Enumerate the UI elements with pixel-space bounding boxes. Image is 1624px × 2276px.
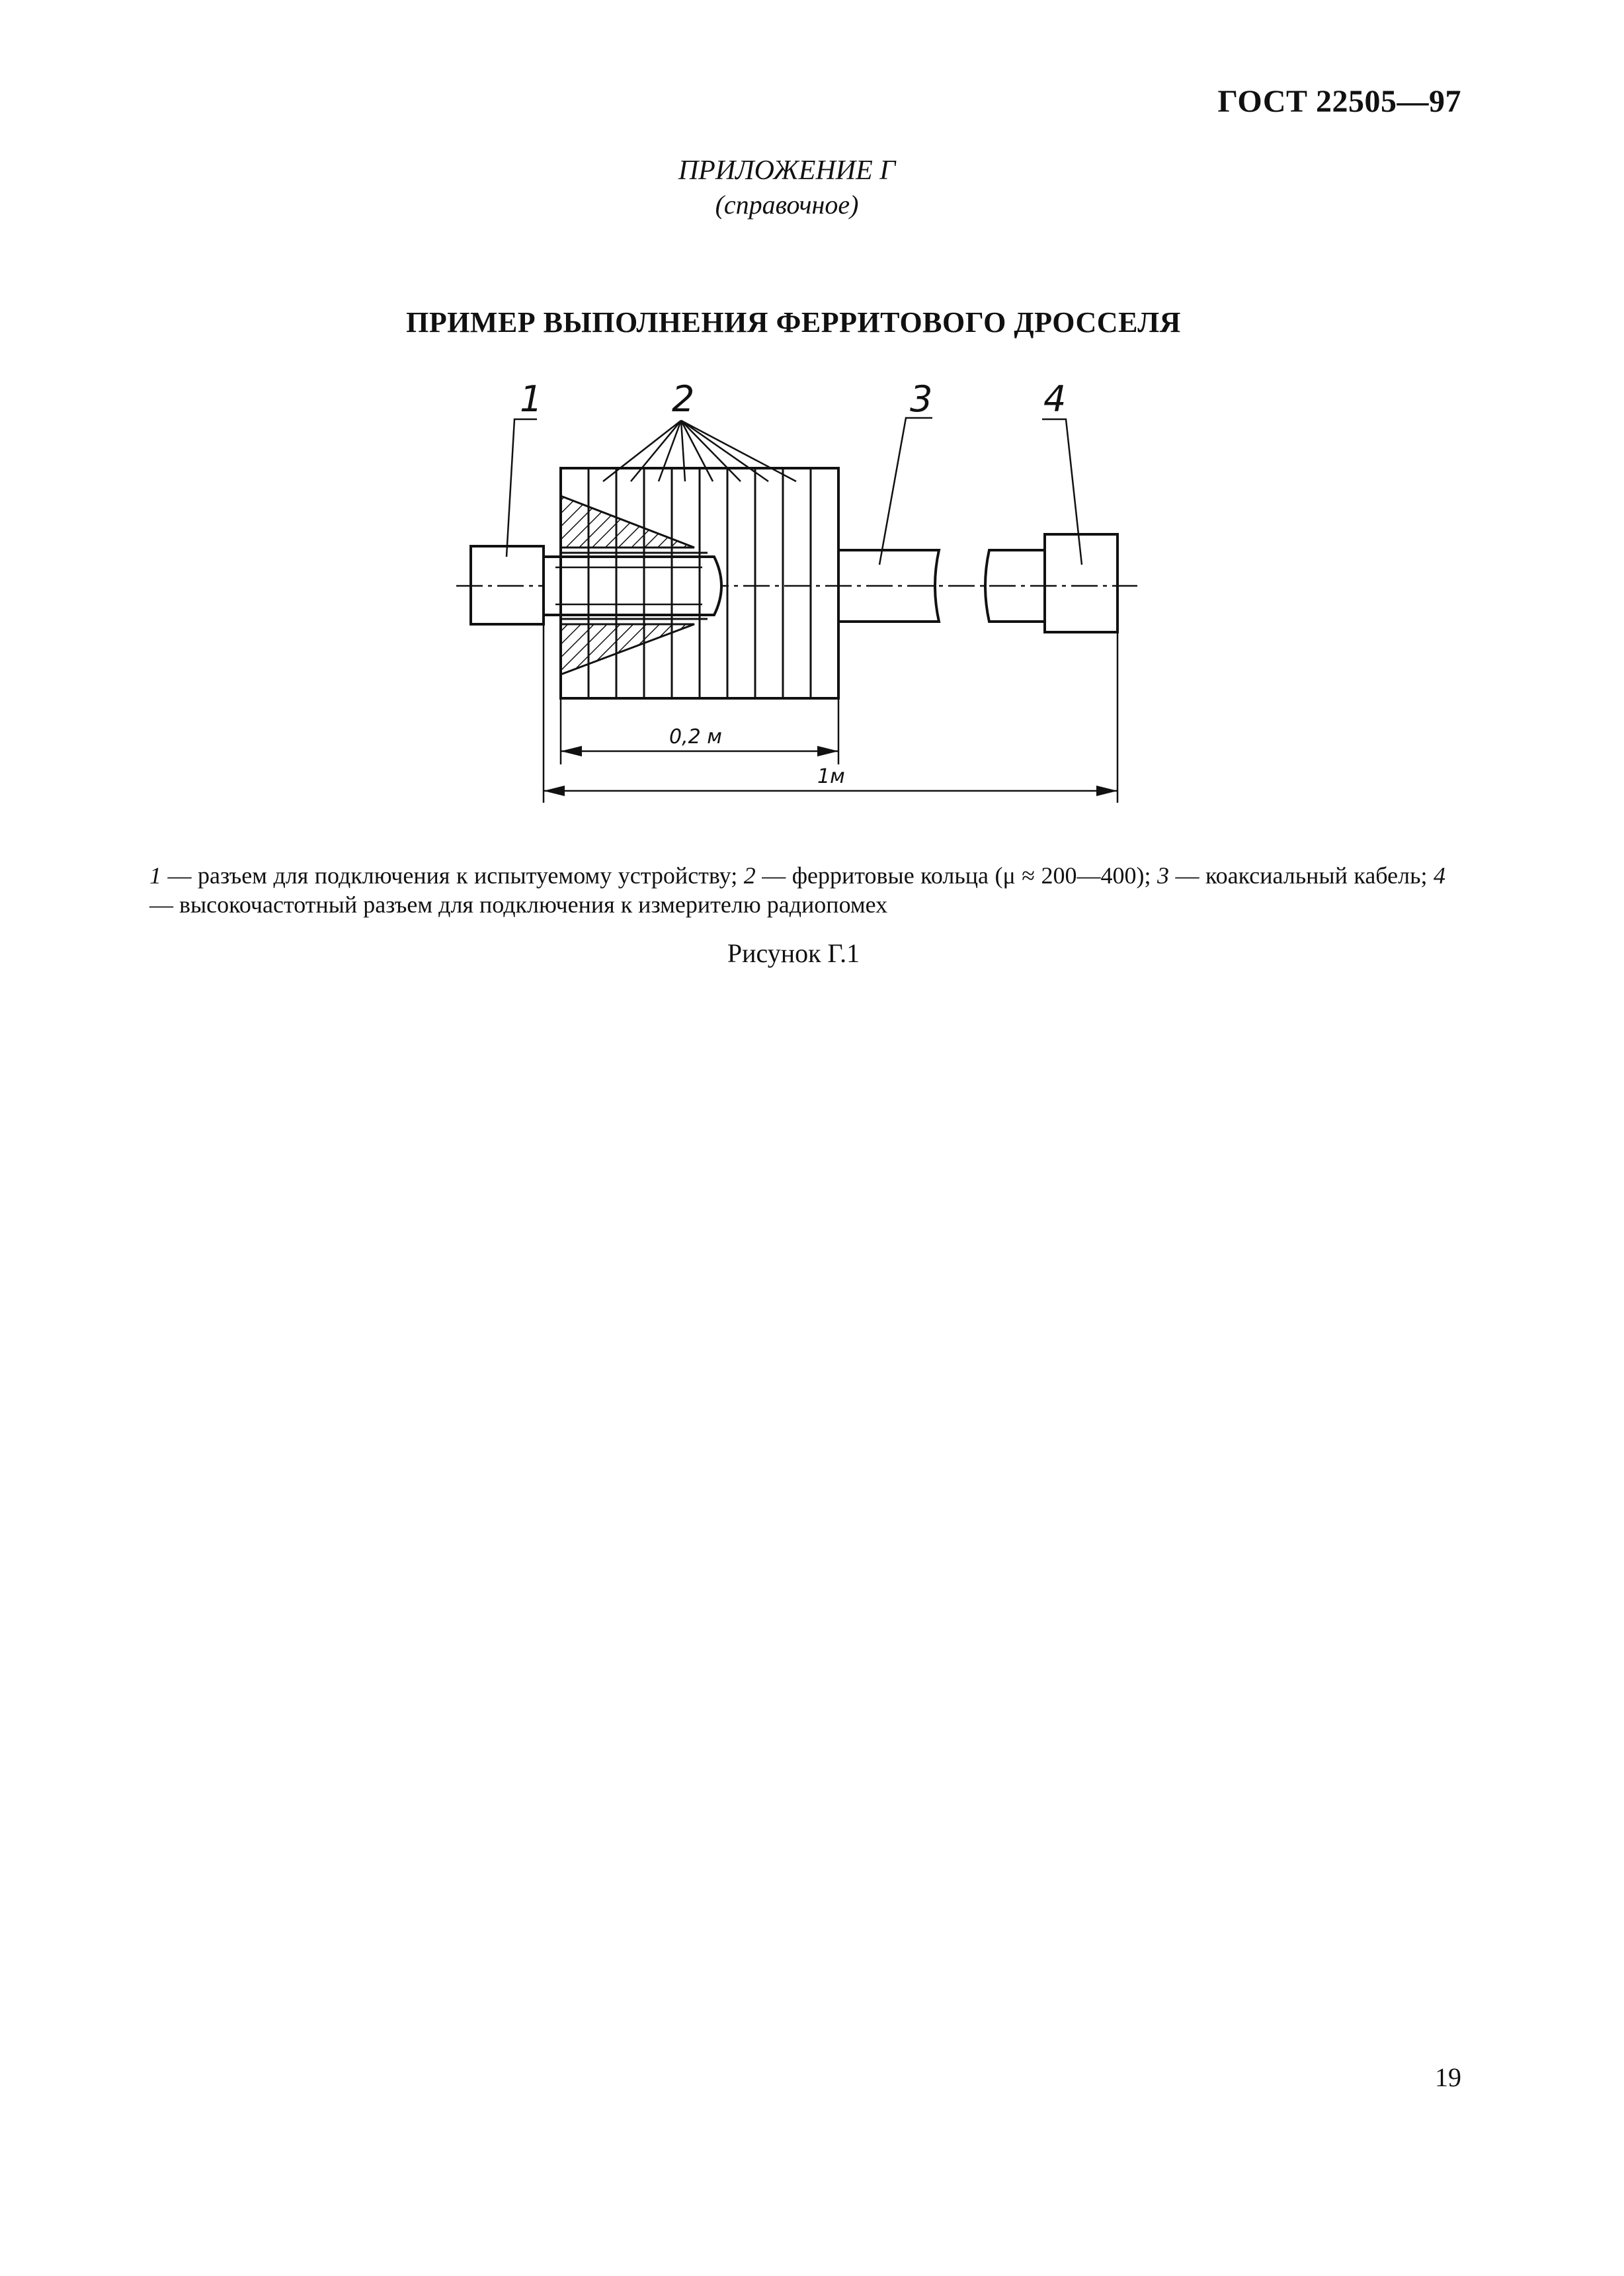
callout-1: 1 — [520, 378, 543, 420]
main-title: ПРИМЕР ВЫПОЛНЕНИЯ ФЕРРИТОВОГО ДРОССЕЛЯ — [406, 306, 1181, 339]
legend-num-2: 2 — [743, 862, 756, 889]
callout-4: 4 — [1043, 378, 1067, 420]
callout-3: 3 — [910, 378, 933, 420]
figure-legend — [149, 861, 1445, 919]
hatch-section-lower — [561, 624, 694, 674]
hatch-section-upper — [561, 496, 694, 548]
legend-text-4: — высокочастотный разъем для подключения к измерителю радиопомех — [149, 891, 888, 918]
legend-text-1: — разъем для подключения к испытуемому устройству; — [161, 862, 744, 889]
legend-num-4: 4 — [1434, 862, 1445, 889]
dim-inner-label: 0,2 м — [669, 725, 722, 749]
annex-title: ПРИЛОЖЕНИЕ Г — [678, 155, 896, 186]
legend-num-1: 1 — [149, 862, 161, 889]
callout-1-leader — [507, 419, 537, 557]
connector-shaft — [544, 557, 721, 615]
annex-subtitle: (справочное) — [715, 190, 859, 220]
legend-text-2: — ферритовые кольца (μ ≈ 200—400); — [755, 862, 1158, 889]
legend-text-3: — коаксиальный кабель; — [1169, 862, 1434, 889]
page-number: 19 — [1435, 2062, 1461, 2092]
callout-4-leader — [1042, 419, 1082, 565]
ferrite-choke-drawing — [0, 0, 1624, 833]
legend-num-3: 3 — [1157, 862, 1170, 889]
dim-outer-label: 1м — [817, 765, 845, 788]
document-code: ГОСТ 22505—97 — [1217, 84, 1461, 119]
figure-caption: Рисунок Г.1 — [727, 938, 860, 968]
callout-3-leader — [879, 418, 932, 565]
callout-2: 2 — [672, 378, 695, 420]
connector-4-body — [1045, 534, 1117, 632]
